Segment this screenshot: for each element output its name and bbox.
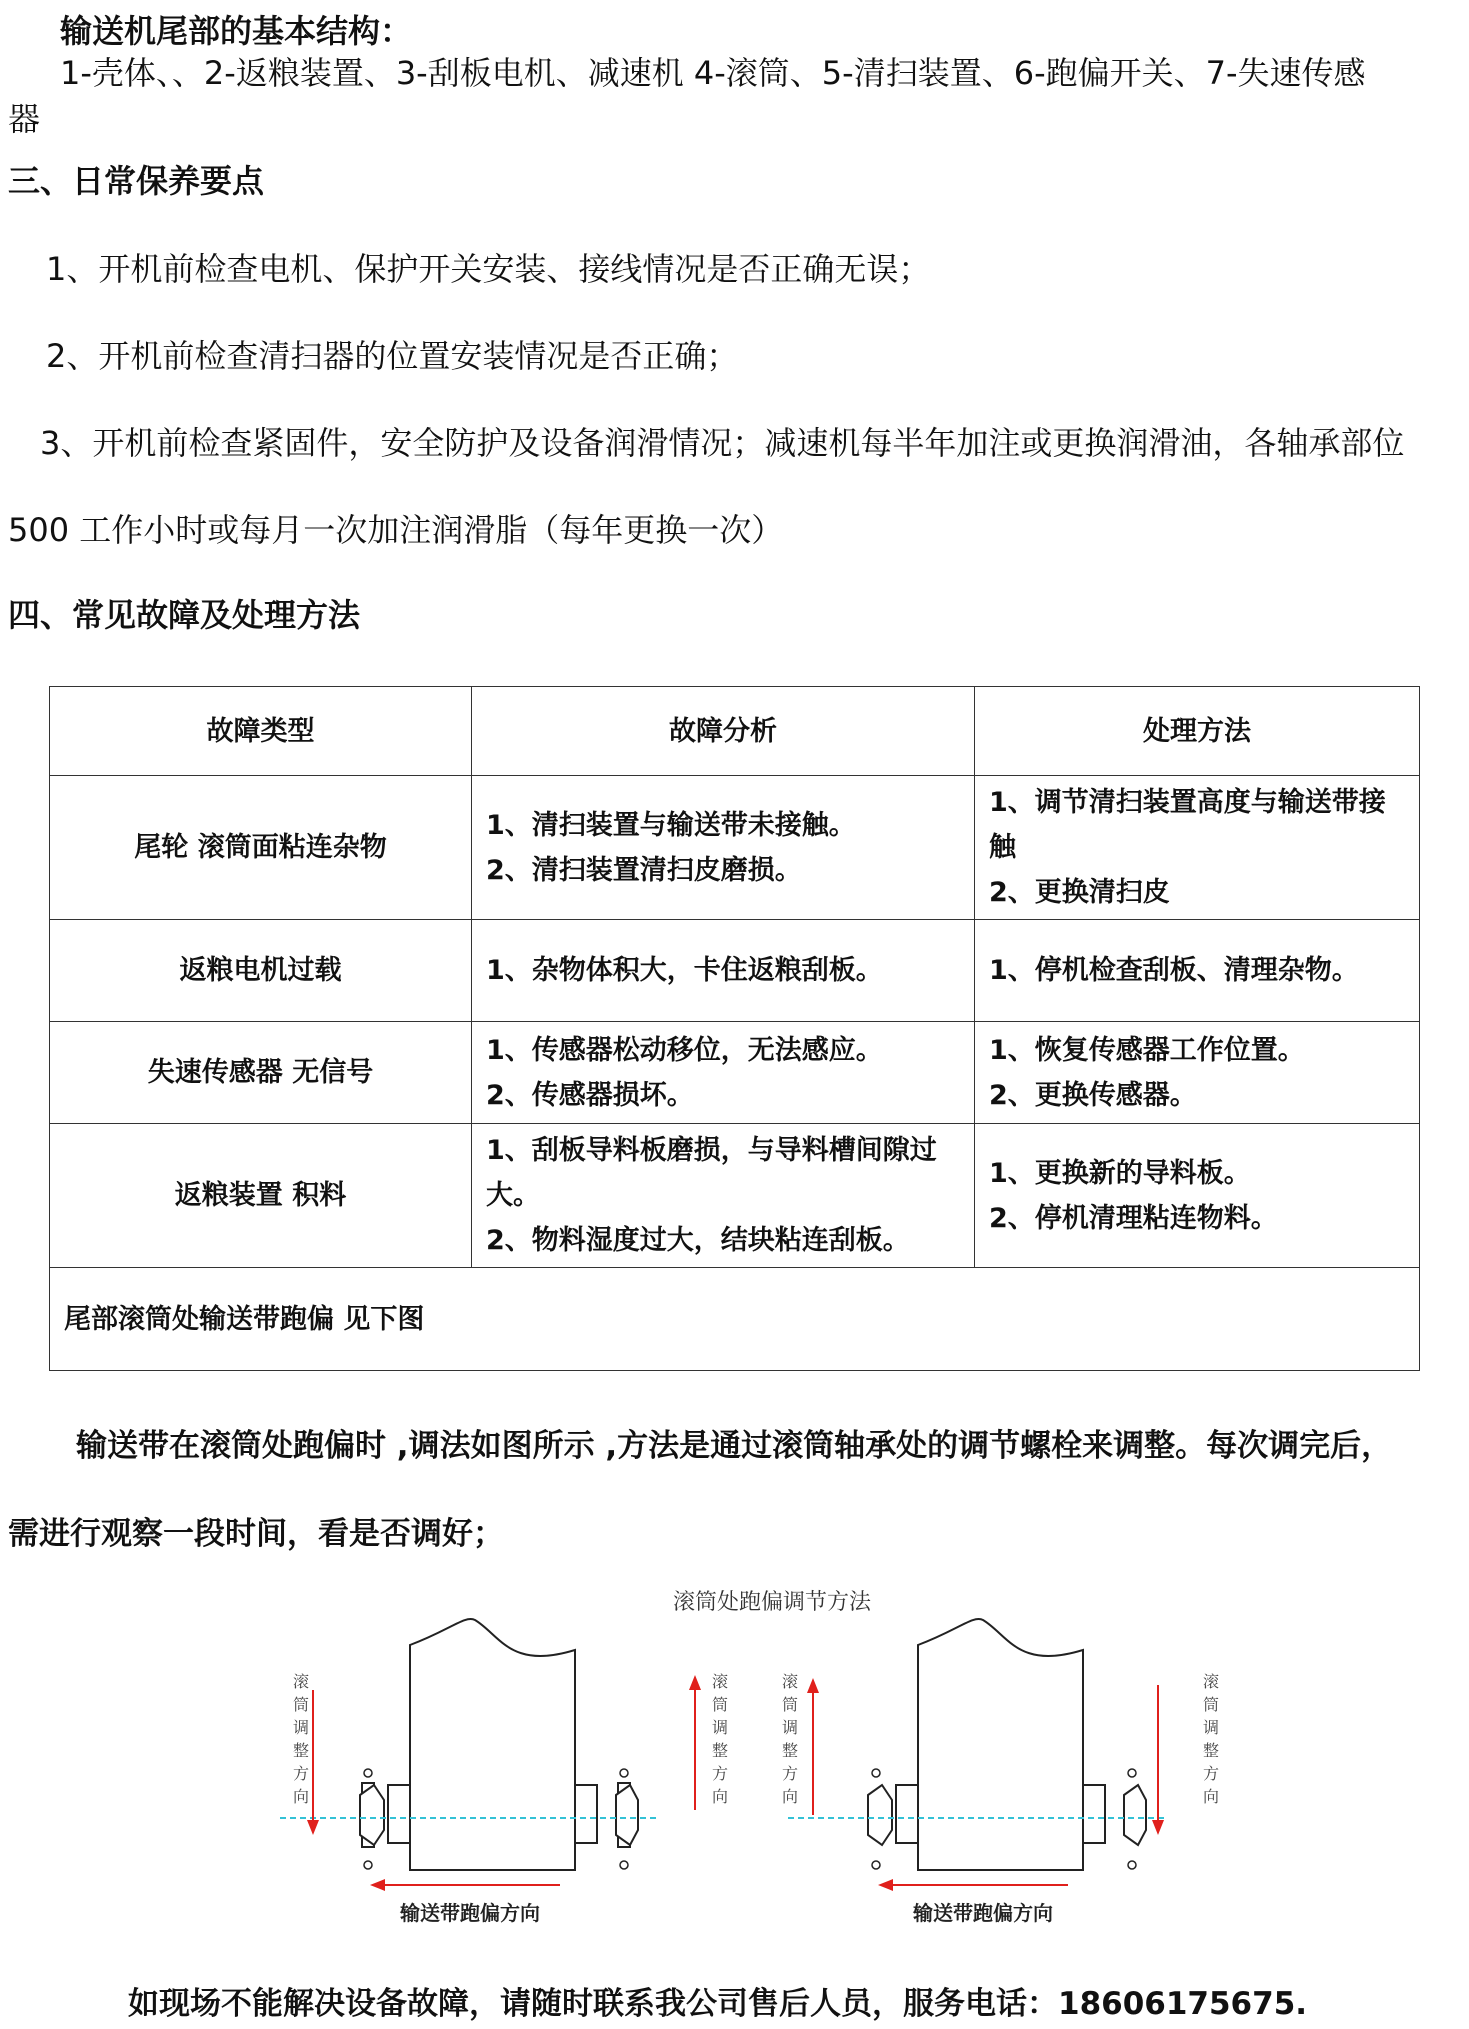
roller-adjust-label-3: 滚筒调整方向	[782, 1672, 799, 1806]
fault-table	[49, 686, 1420, 1371]
adjust-paragraph-line1: 输送带在滚筒处跑偏时 ,调法如图所示 ,方法是通过滚筒轴承处的调节螺栓来调整。每次调完后，	[76, 1428, 1393, 1464]
analysis-line: 1、清扫装置与输送带未接触。	[486, 809, 856, 841]
conveyor-belt-shape	[918, 1619, 1083, 1870]
analysis-line: 2、清扫装置清扫皮磨损。	[486, 854, 802, 886]
roller-assembly-right	[788, 1619, 1168, 1925]
header-fault-analysis: 故障分析	[472, 687, 975, 776]
solution-cell	[975, 920, 1420, 1022]
table-row	[50, 1124, 1420, 1268]
bolt-icon	[872, 1769, 880, 1777]
analysis-line: 2、传感器损坏。	[486, 1079, 694, 1111]
diagram-title: 滚筒处跑偏调节方法	[672, 1590, 872, 1615]
arrowhead-up-icon	[689, 1675, 701, 1690]
solution-line: 触	[989, 832, 1016, 863]
roller-adjust-label-4: 滚筒调整方向	[1203, 1672, 1220, 1806]
contact-footer: 如现场不能解决设备故障，请随时联系我公司售后人员，服务电话：18606175675.	[128, 1986, 1308, 2022]
parts-list-line2: 器	[8, 100, 41, 138]
table-row	[50, 776, 1420, 920]
table-row	[50, 920, 1420, 1022]
arrowhead-left-icon	[370, 1879, 385, 1891]
belt-misalignment-adjustment-diagram	[260, 1575, 1220, 1945]
solution-line: 1、更换新的导料板。	[989, 1157, 1251, 1189]
fault-type-cell: 尾轮 滚筒面粘连杂物	[50, 776, 472, 920]
fault-analysis-cell	[472, 920, 975, 1022]
conveyor-belt-shape	[410, 1619, 575, 1870]
maintenance-item-2: 2、开机前检查清扫器的位置安装情况是否正确；	[46, 337, 739, 375]
analysis-line: 1、刮板导料板磨损，与导料槽间隙过	[486, 1135, 937, 1166]
bolt-icon	[1128, 1769, 1136, 1777]
roller-adjust-label-1: 滚筒调整方向	[293, 1672, 310, 1806]
fault-type-cell: 失速传感器 无信号	[50, 1022, 472, 1124]
analysis-line: 1、杂物体积大，卡住返粮刮板。	[486, 955, 883, 986]
solution-line: 1、调节清扫装置高度与输送带接	[989, 787, 1386, 818]
adjust-paragraph-line2: 需进行观察一段时间，看是否调好；	[8, 1516, 504, 1552]
table-note: 尾部滚筒处输送带跑偏 见下图	[50, 1268, 1420, 1371]
fault-analysis-cell	[472, 1124, 975, 1268]
fault-analysis-cell	[472, 1022, 975, 1124]
bolt-icon	[872, 1861, 880, 1869]
table-header-row	[50, 687, 1420, 776]
header-solution: 处理方法	[975, 687, 1420, 776]
parts-list-line1: 1-壳体、、2-返粮装置、3-刮板电机、减速机 4-滚筒、5-清扫装置、6-跑偏开关、7-失速传感	[60, 54, 1366, 92]
solution-cell	[975, 1022, 1420, 1124]
maintenance-item-1: 1、开机前检查电机、保护开关安装、接线情况是否正确无误；	[46, 250, 931, 288]
bolt-icon	[1128, 1861, 1136, 1869]
bolt-icon	[364, 1861, 372, 1869]
solution-line: 1、停机检查刮板、清理杂物。	[989, 955, 1359, 986]
bearing-block-left	[868, 1785, 892, 1845]
analysis-line: 2、物料湿度过大，结块粘连刮板。	[486, 1225, 910, 1256]
fault-analysis-cell	[472, 776, 975, 920]
arrowhead-down-icon	[1152, 1820, 1164, 1835]
solution-line: 2、更换清扫皮	[989, 877, 1170, 908]
shaft-left	[896, 1785, 918, 1843]
bearing-block-left	[360, 1785, 384, 1845]
solution-line: 1、恢复传感器工作位置。	[989, 1034, 1305, 1066]
arrowhead-left-icon	[878, 1879, 893, 1891]
fault-type-cell: 返粮电机过载	[50, 920, 472, 1022]
belt-direction-label-right: 输送带跑偏方向	[913, 1901, 1053, 1925]
maintenance-item-3-line2: 500 工作小时或每月一次加注润滑脂（每年更换一次）	[8, 511, 784, 549]
arrowhead-up-icon	[807, 1678, 819, 1693]
analysis-line: 1、传感器松动移位，无法感应。	[486, 1034, 883, 1066]
section-title-tail-structure: 输送机尾部的基本结构：	[60, 12, 413, 50]
section-title-maintenance: 三、日常保养要点	[8, 162, 265, 200]
shaft-left	[388, 1785, 410, 1843]
roller-adjust-label-2: 滚筒调整方向	[712, 1672, 729, 1806]
header-fault-type: 故障类型	[50, 687, 472, 776]
solution-cell	[975, 776, 1420, 920]
maintenance-item-3-line1: 3、开机前检查紧固件，安全防护及设备润滑情况；减速机每半年加注或更换润滑油，各轴承部位	[40, 424, 1405, 462]
section-title-faults: 四、常见故障及处理方法	[8, 596, 361, 634]
solution-cell	[975, 1124, 1420, 1268]
bolt-icon	[364, 1769, 372, 1777]
bolt-icon	[620, 1769, 628, 1777]
arrowhead-down-icon	[307, 1820, 319, 1835]
shaft-right	[1083, 1785, 1105, 1843]
table-row	[50, 1022, 1420, 1124]
roller-assembly-left	[280, 1619, 701, 1925]
bearing-block-right	[616, 1785, 638, 1845]
belt-direction-label-left: 输送带跑偏方向	[400, 1901, 540, 1925]
solution-line: 2、更换传感器。	[989, 1079, 1197, 1111]
fault-type-cell: 返粮装置 积料	[50, 1124, 472, 1268]
shaft-right	[575, 1785, 597, 1843]
table-note-row	[50, 1268, 1420, 1371]
analysis-line: 大。	[486, 1180, 540, 1211]
solution-line: 2、停机清理粘连物料。	[989, 1202, 1278, 1234]
bearing-block-right	[1124, 1785, 1146, 1845]
bolt-icon	[620, 1861, 628, 1869]
